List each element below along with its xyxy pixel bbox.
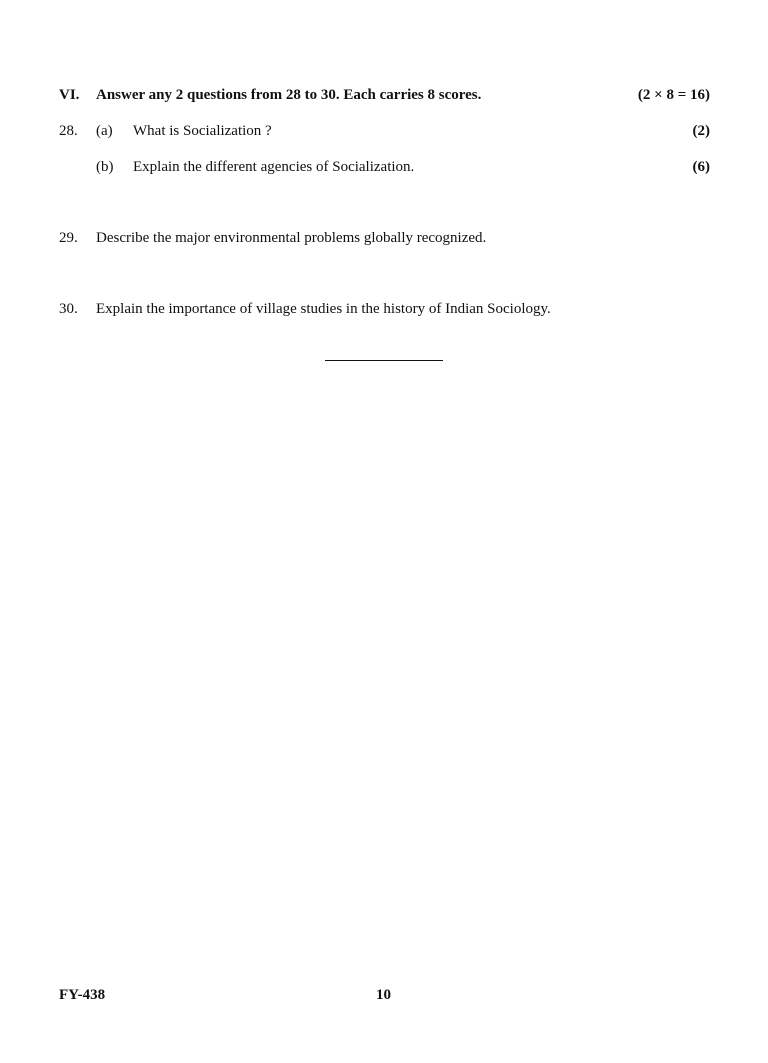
part-label: (a)	[96, 123, 113, 139]
question-number: 28.	[59, 123, 78, 139]
footer-paper-code: FY-438	[59, 987, 106, 1003]
section-header	[0, 83, 768, 107]
section-instruction: Answer any 2 questions from 28 to 30. Each carries 8 scores.	[96, 87, 482, 103]
part-marks: (6)	[692, 159, 710, 175]
part-text: Explain the different agencies of Socialization.	[133, 159, 415, 175]
part-text: What is Socialization ?	[133, 123, 272, 139]
question-number: 30.	[59, 301, 78, 317]
question-30	[0, 297, 768, 321]
question-29	[0, 226, 768, 250]
part-label: (b)	[96, 159, 114, 175]
section-number: VI.	[59, 87, 80, 103]
question-28-part-b	[0, 155, 768, 179]
end-of-paper-rule	[325, 360, 443, 361]
part-marks: (2)	[692, 123, 710, 139]
question-28-part-a	[0, 119, 768, 143]
question-number: 29.	[59, 230, 78, 246]
question-text: Explain the importance of village studies in the history of Indian Sociology.	[96, 301, 551, 317]
section-marks: (2 × 8 = 16)	[637, 87, 710, 103]
question-text: Describe the major environmental problems globally recognized.	[96, 230, 487, 246]
footer-page-number: 10	[376, 987, 391, 1003]
